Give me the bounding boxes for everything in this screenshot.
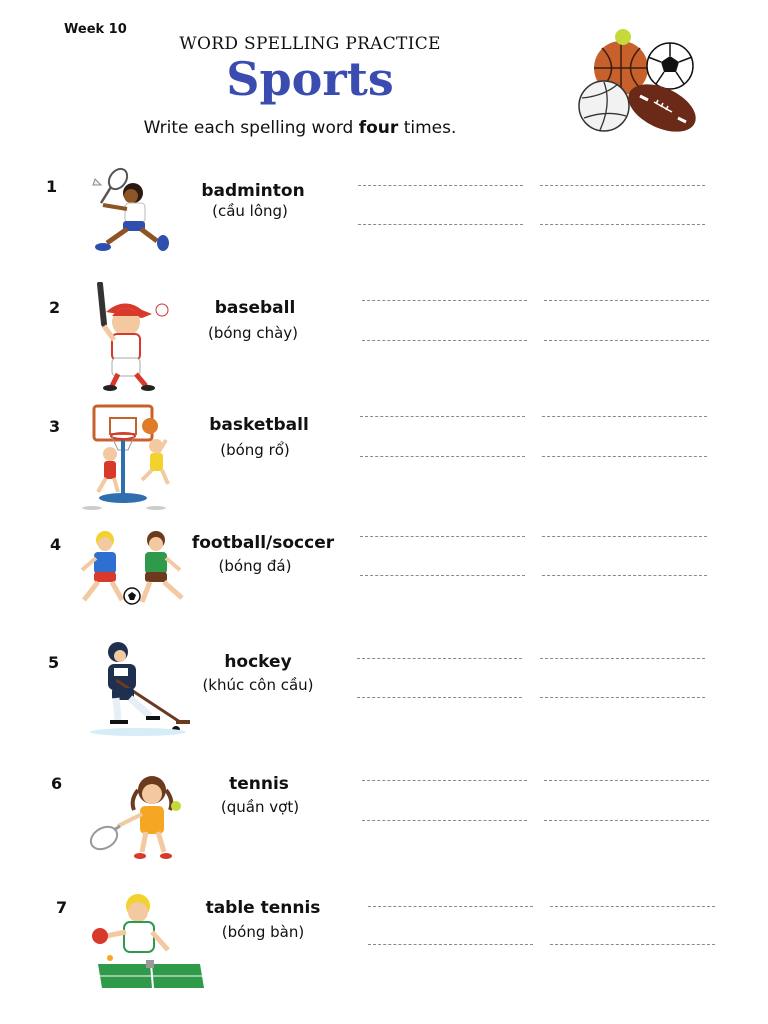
spelling-word: baseball xyxy=(214,298,296,318)
spelling-word: hockey xyxy=(224,652,292,672)
list-item xyxy=(0,400,768,510)
writing-line[interactable] xyxy=(544,820,709,821)
writing-line[interactable] xyxy=(542,575,707,576)
worksheet-title: Sports xyxy=(226,52,394,106)
worksheet-heading: WORD SPELLING PRACTICE xyxy=(179,34,441,54)
writing-line[interactable] xyxy=(544,300,709,301)
word-translation: (bóng bàn) xyxy=(221,923,305,941)
spelling-word: table tennis xyxy=(205,898,321,918)
writing-line[interactable] xyxy=(360,536,525,537)
spelling-word: basketball xyxy=(209,415,309,435)
writing-line[interactable] xyxy=(357,658,522,659)
item-number: 1 xyxy=(46,177,58,196)
writing-line[interactable] xyxy=(542,416,707,417)
item-number: 5 xyxy=(48,653,60,672)
writing-line[interactable] xyxy=(358,224,523,225)
spelling-word: football/soccer xyxy=(191,533,335,553)
writing-line[interactable] xyxy=(544,780,709,781)
writing-line[interactable] xyxy=(362,340,527,341)
writing-line[interactable] xyxy=(540,658,705,659)
writing-line[interactable] xyxy=(540,224,705,225)
writing-line[interactable] xyxy=(368,944,533,945)
writing-line[interactable] xyxy=(360,575,525,576)
item-number: 4 xyxy=(50,535,62,554)
word-translation: (bóng đá) xyxy=(218,557,292,575)
instruction-text xyxy=(90,118,510,138)
writing-line[interactable] xyxy=(542,536,707,537)
spelling-word: tennis xyxy=(229,774,289,794)
writing-line[interactable] xyxy=(360,456,525,457)
writing-line[interactable] xyxy=(550,944,715,945)
sports-balls-icon xyxy=(574,26,704,136)
word-translation: (cầu lông) xyxy=(212,202,288,220)
writing-line[interactable] xyxy=(357,697,522,698)
writing-line[interactable] xyxy=(360,416,525,417)
writing-line[interactable] xyxy=(542,456,707,457)
instruction-before: Write each spelling word xyxy=(143,118,359,138)
item-number: 7 xyxy=(56,898,68,917)
word-translation: (bóng chày) xyxy=(207,324,299,342)
word-translation: (khúc côn cầu) xyxy=(202,676,314,694)
writing-line[interactable] xyxy=(362,300,527,301)
writing-line[interactable] xyxy=(358,185,523,186)
list-item xyxy=(0,640,768,750)
writing-line[interactable] xyxy=(540,697,705,698)
instruction-after: times. xyxy=(398,118,457,138)
item-number: 2 xyxy=(49,298,61,317)
list-item xyxy=(0,165,768,275)
writing-line[interactable] xyxy=(540,185,705,186)
list-item xyxy=(0,282,768,392)
writing-line[interactable] xyxy=(544,340,709,341)
list-item xyxy=(0,886,768,996)
writing-line[interactable] xyxy=(362,780,527,781)
week-label: Week 10 xyxy=(64,22,127,37)
spelling-word: badminton xyxy=(201,181,305,201)
writing-line[interactable] xyxy=(550,906,715,907)
item-number: 6 xyxy=(51,774,63,793)
writing-line[interactable] xyxy=(368,906,533,907)
word-translation: (bóng rổ) xyxy=(220,441,290,459)
writing-line[interactable] xyxy=(362,820,527,821)
list-item xyxy=(0,762,768,872)
word-translation: (quần vợt) xyxy=(220,798,300,816)
item-number: 3 xyxy=(49,417,61,436)
list-item xyxy=(0,520,768,630)
instruction-bold: four xyxy=(358,118,399,138)
